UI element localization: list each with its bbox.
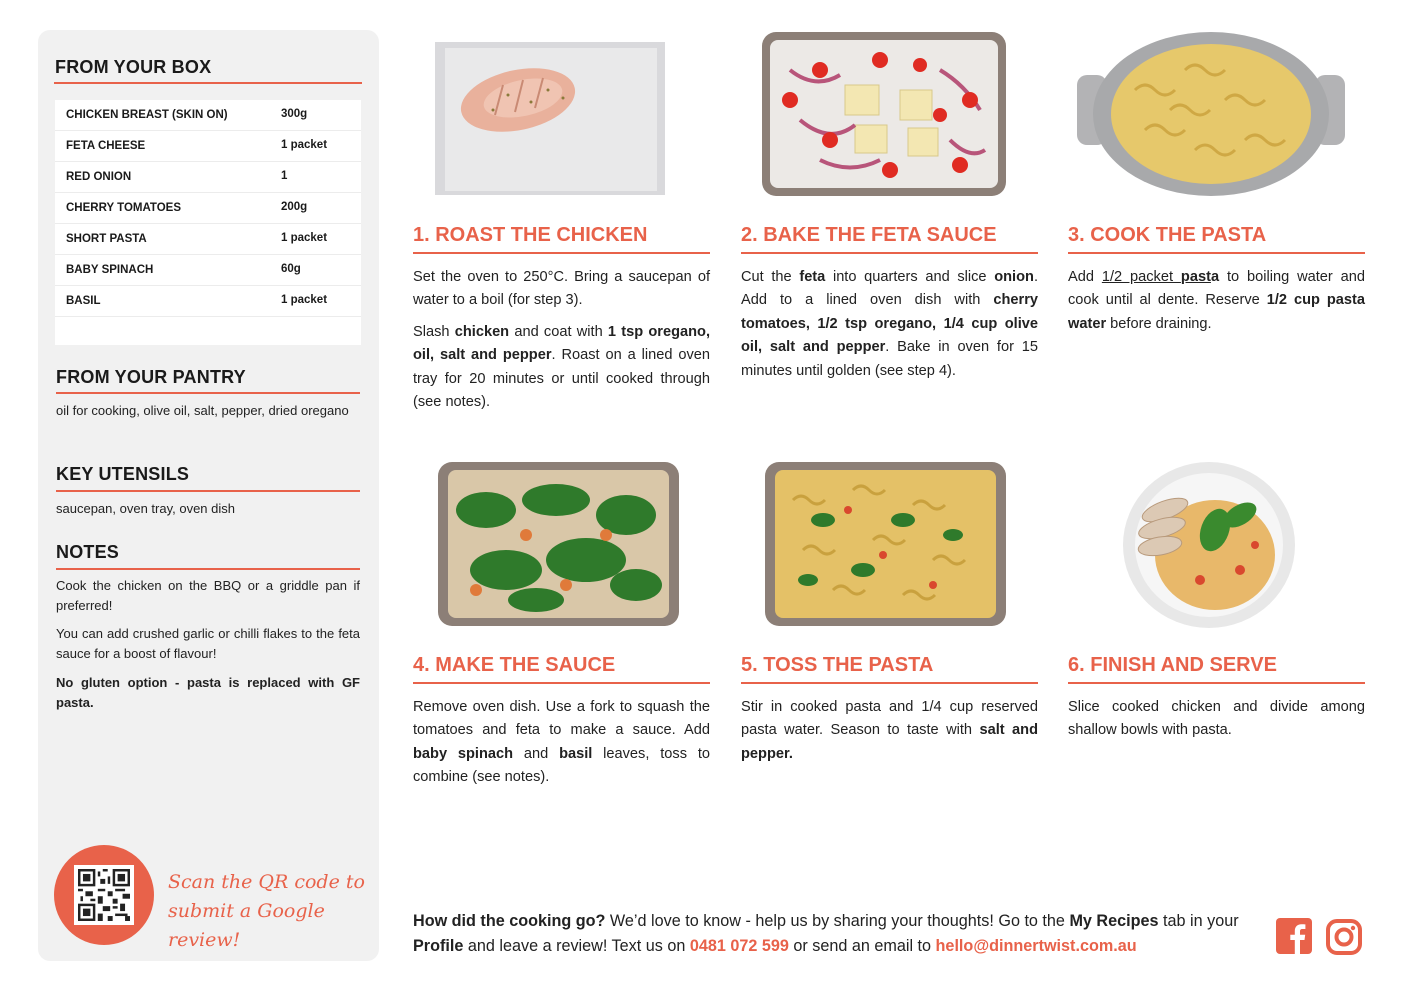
step-6-para: Slice cooked chicken and divide among shallow bowls with pasta. [1068,699,1365,739]
pasta-tossed-dish-photo [763,460,1008,628]
spinach-sauce-dish-photo [436,460,681,628]
utensils-text: saucepan, oven tray, oven dish [56,501,235,516]
step-5-title: 5. TOSS THE PASTA [741,654,934,676]
footer-phone-link[interactable]: 0481 072 599 [689,937,789,955]
bold-run: a [1210,269,1220,285]
step-4-text [413,696,710,798]
bold-run: onion [994,269,1034,285]
step-5-text [741,696,1038,774]
bold-run: baby spinach [413,745,514,762]
text-run: . Bake in oven for 15 minutes until golden (see step 4). [741,339,1038,379]
chicken-breast-on-tray-photo [433,40,667,197]
text-run: Remove oven dish. Use a fork to squash the tomatoes and feta to make a sauce. Add [413,699,710,739]
step-3-rule [1068,252,1365,254]
step-6-title: 6. FINISH AND SERVE [1068,654,1277,676]
step-1-rule [413,252,710,254]
step-3-para [1068,266,1365,336]
ingredient-qty: 300g [281,108,308,120]
box-section-rule [54,82,362,84]
step-5-rule [741,682,1038,684]
footer-email-link[interactable]: hello@dinnertwist.com.au [935,937,1137,955]
text-run: Add [1068,269,1102,285]
step-1-para-2 [413,321,710,415]
text-run: to boiling water and cook until al dente. Reserve [1068,269,1365,309]
qr-badge[interactable] [54,845,154,945]
underline-bold-run: past [1180,269,1211,285]
facebook-icon[interactable] [1276,918,1312,954]
ingredient-row [55,255,361,286]
step-2-para [741,266,1038,383]
footer-text: tab in your [1158,912,1239,930]
step-2-text [741,266,1038,391]
bold-run: basil [559,745,593,762]
text-run: Slash [413,323,455,340]
text-run: before draining. [1106,315,1212,332]
footer-text: We’d love to know - help us by sharing your thoughts! Go to the [605,912,1070,930]
text-run: Stir in cooked pasta and 1/4 cup reserved pasta water. Season to taste with [741,699,1038,739]
utensils-section-title: KEY UTENSILS [56,464,190,484]
ingredient-row [55,131,361,162]
footer-text: or send an email to [788,937,936,955]
ingredient-row [55,100,361,131]
ingredient-row [55,193,361,224]
pantry-section-title: FROM YOUR PANTRY [56,367,246,387]
pantry-text: oil for cooking, olive oil, salt, pepper, dried oregano [56,403,349,418]
note-item: You can add crushed garlic or chilli flakes to the feta sauce for a boost of flavour! [56,626,360,661]
bold-run: feta [799,269,826,285]
footer-my-recipes: My Recipes [1069,912,1159,930]
qr-caption-line2: submit a Google review! [168,900,325,951]
ingredient-name: RED ONION [66,171,132,183]
instagram-icon[interactable] [1325,918,1363,956]
ingredient-qty: 1 packet [281,139,328,151]
ingredient-name: FETA CHEESE [66,140,146,152]
ingredient-name: SHORT PASTA [66,233,147,245]
bold-run: 1/2 cup pasta water [1068,292,1365,332]
qr-code-icon[interactable] [74,865,134,925]
bold-run: cherry tomatoes, 1/2 tsp oregano, 1/4 cup olive oil, salt and pepper [741,292,1038,356]
step-1-para-1: Set the oven to 250°C. Bring a saucepan of water to a boil (for step 3). [413,269,710,309]
footer-profile: Profile [413,937,464,955]
text-run: and coat with [509,323,608,340]
step-4-title: 4. MAKE THE SAUCE [413,654,616,676]
pasta-in-saucepan-photo [1075,30,1347,198]
qr-caption-line1: Scan the QR code to [168,871,365,893]
text-run: and [513,745,560,762]
footer-text: and leave a review! Text us on [463,937,690,955]
notes-section-title: NOTES [56,542,120,562]
ingredient-row [55,286,361,317]
underline-run: 1/2 packet [1101,269,1181,285]
step-3-text [1068,266,1365,344]
box-section-title: FROM YOUR BOX [55,57,212,77]
step-3-title: 3. COOK THE PASTA [1068,224,1267,246]
bold-run: chicken [454,323,510,340]
ingredients-sidebar [38,30,379,961]
ingredient-name: BASIL [66,295,101,307]
text-run: Cut the [741,269,800,285]
ingredient-qty: 1 packet [281,232,328,244]
plated-pasta-bowl-photo [1120,460,1298,630]
step-2-rule [741,252,1038,254]
ingredient-row [55,224,361,255]
step-4-rule [413,682,710,684]
note-item: Cook the chicken on the BBQ or a griddle pan if preferred! [56,578,360,613]
bold-run: 1 tsp oregano, oil, salt and pepper [413,323,711,364]
ingredient-qty: 60g [281,263,301,275]
step-1-text [413,266,710,422]
footer-question: How did the cooking go? [413,912,606,930]
ingredient-qty: 1 packet [281,294,328,306]
box-ingredients-table [55,100,361,345]
step-2-title: 2. BAKE THE FETA SAUCE [741,224,997,246]
step-4-para [413,696,710,790]
step-6-rule [1068,682,1365,684]
note-item-gluten: No gluten option - pasta is replaced with GF pasta. [56,675,360,710]
text-run: leaves, toss to combine (see notes). [413,745,710,786]
feta-tomato-onion-dish-photo [760,30,1008,198]
text-run: into quarters and slice [825,269,995,285]
review-footer [413,909,1263,959]
ingredient-qty: 1 [281,170,288,182]
text-run: . Roast on a lined oven tray for 20 minutes or until cooked through (see notes). [413,347,710,411]
text-run: . Add to a lined oven dish with [741,269,1038,309]
utensils-section-rule [56,490,360,492]
ingredient-row [55,162,361,193]
qr-caption [168,868,368,955]
ingredient-name: CHERRY TOMATOES [66,202,182,214]
ingredient-name: CHICKEN BREAST (SKIN ON) [66,109,228,121]
step-6-text [1068,696,1365,751]
step-5-para [741,696,1038,766]
notes-section-rule [56,568,360,570]
ingredient-qty: 200g [281,201,308,213]
step-1-title: 1. ROAST THE CHICKEN [413,224,648,246]
pantry-section-rule [56,392,360,394]
ingredient-name: BABY SPINACH [66,264,154,276]
bold-run: salt and pepper. [741,722,1038,762]
